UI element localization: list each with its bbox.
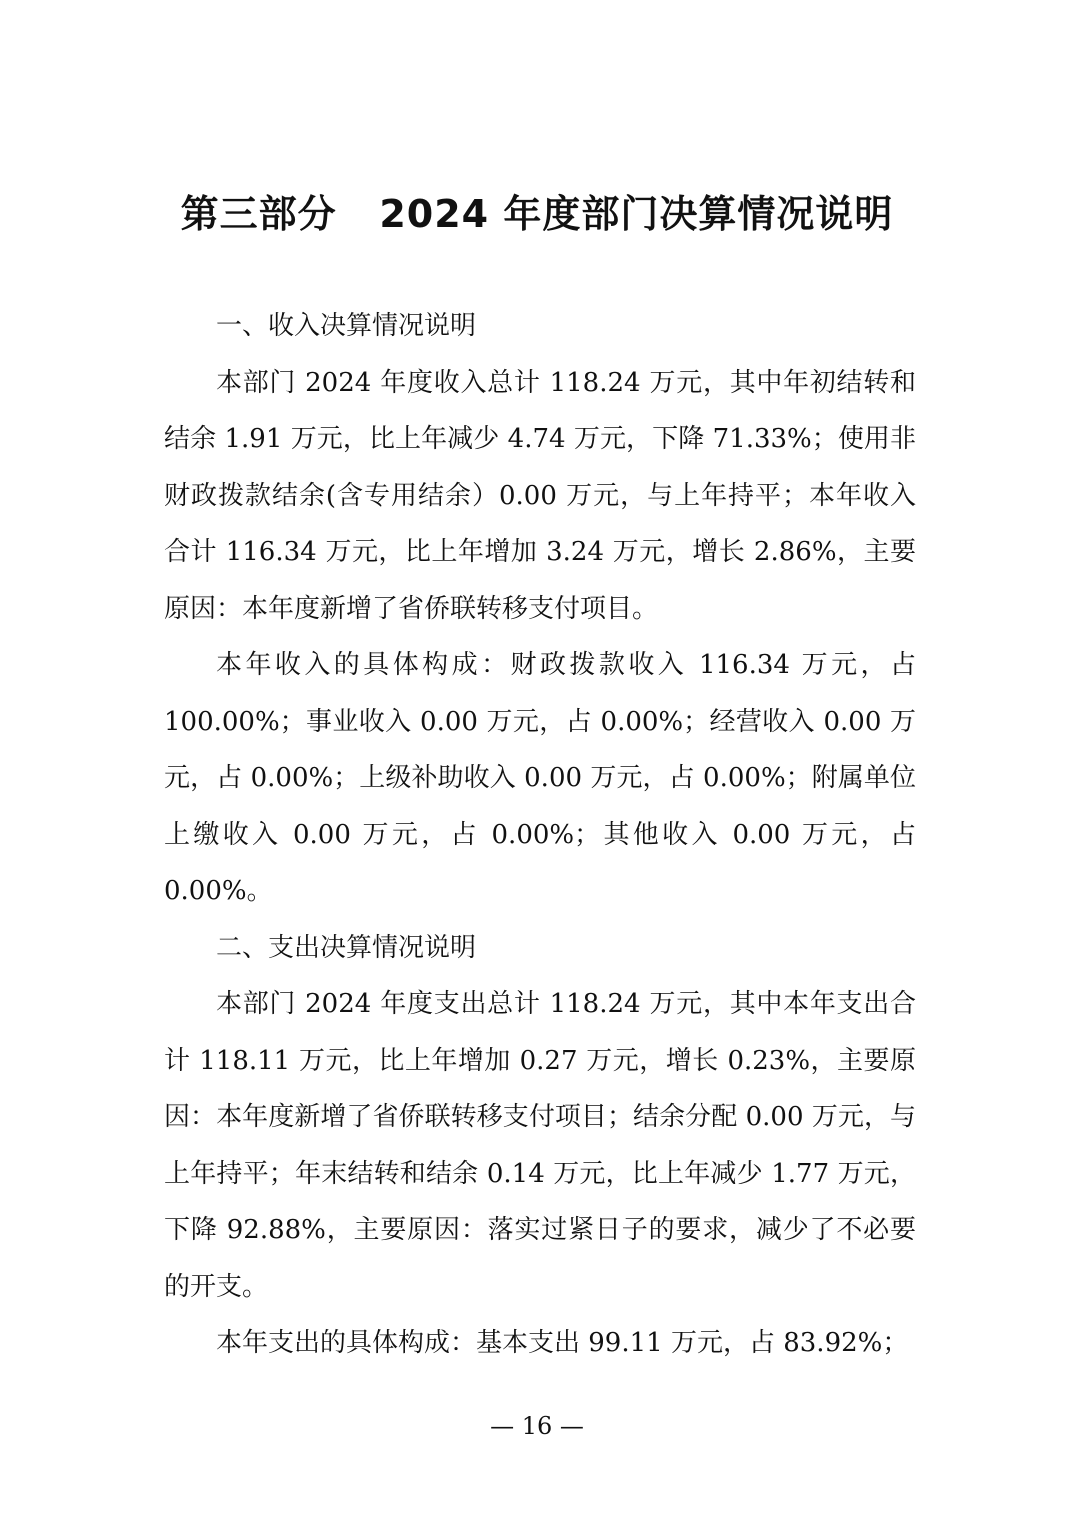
page-number: — 16 —	[490, 1412, 584, 1440]
page-title: 第三部分 2024 年度部门决算情况说明	[180, 192, 894, 236]
section-heading-expenditure: 二、支出决算情况说明	[216, 932, 477, 963]
document-body	[164, 298, 916, 1372]
paragraph-income-summary: 本部门 2024 年度收入总计 118.24 万元，其中年初结转和结余 1.91 万元，比上年减少 4.74 万元，下降 71.33%；使用非财政拨款结余(含专用结余）0.00 万元，与上年持平；本年收入合计 116.34 万元，比上年增加 3.24 万元，增长 2.86%，主要原因：本年度新增了省侨联转移支付项目。	[164, 367, 916, 624]
section-heading-income: 一、收入决算情况说明	[216, 311, 477, 341]
paragraph-income-composition: 本年收入的具体构成：财政拨款收入 116.34 万元，占 100.00%；事业收入 0.00 万元，占 0.00%；经营收入 0.00 万元，占 0.00%；上级补助收入 0.00 万元，占 0.00%；附属单位上缴收入 0.00 万元，占 0.00%；其他收入 0.00 万元，占 0.00%。	[164, 650, 916, 906]
paragraph-expenditure-summary: 本部门 2024 年度支出总计 118.24 万元，其中本年支出合计 118.11 万元，比上年增加 0.27 万元，增长 0.23%，主要原因：本年度新增了省侨联转移支付项目；结余分配 0.00 万元，与上年持平；年末结转和结余 0.14 万元，比上年减少 1.77 万元，下降 92.88%，主要原因：落实过紧日子的要求，减少了不必要的开支。	[164, 989, 916, 1302]
paragraph-expenditure-composition: 本年支出的具体构成：基本支出 99.11 万元，占 83.92%；	[216, 1328, 909, 1358]
